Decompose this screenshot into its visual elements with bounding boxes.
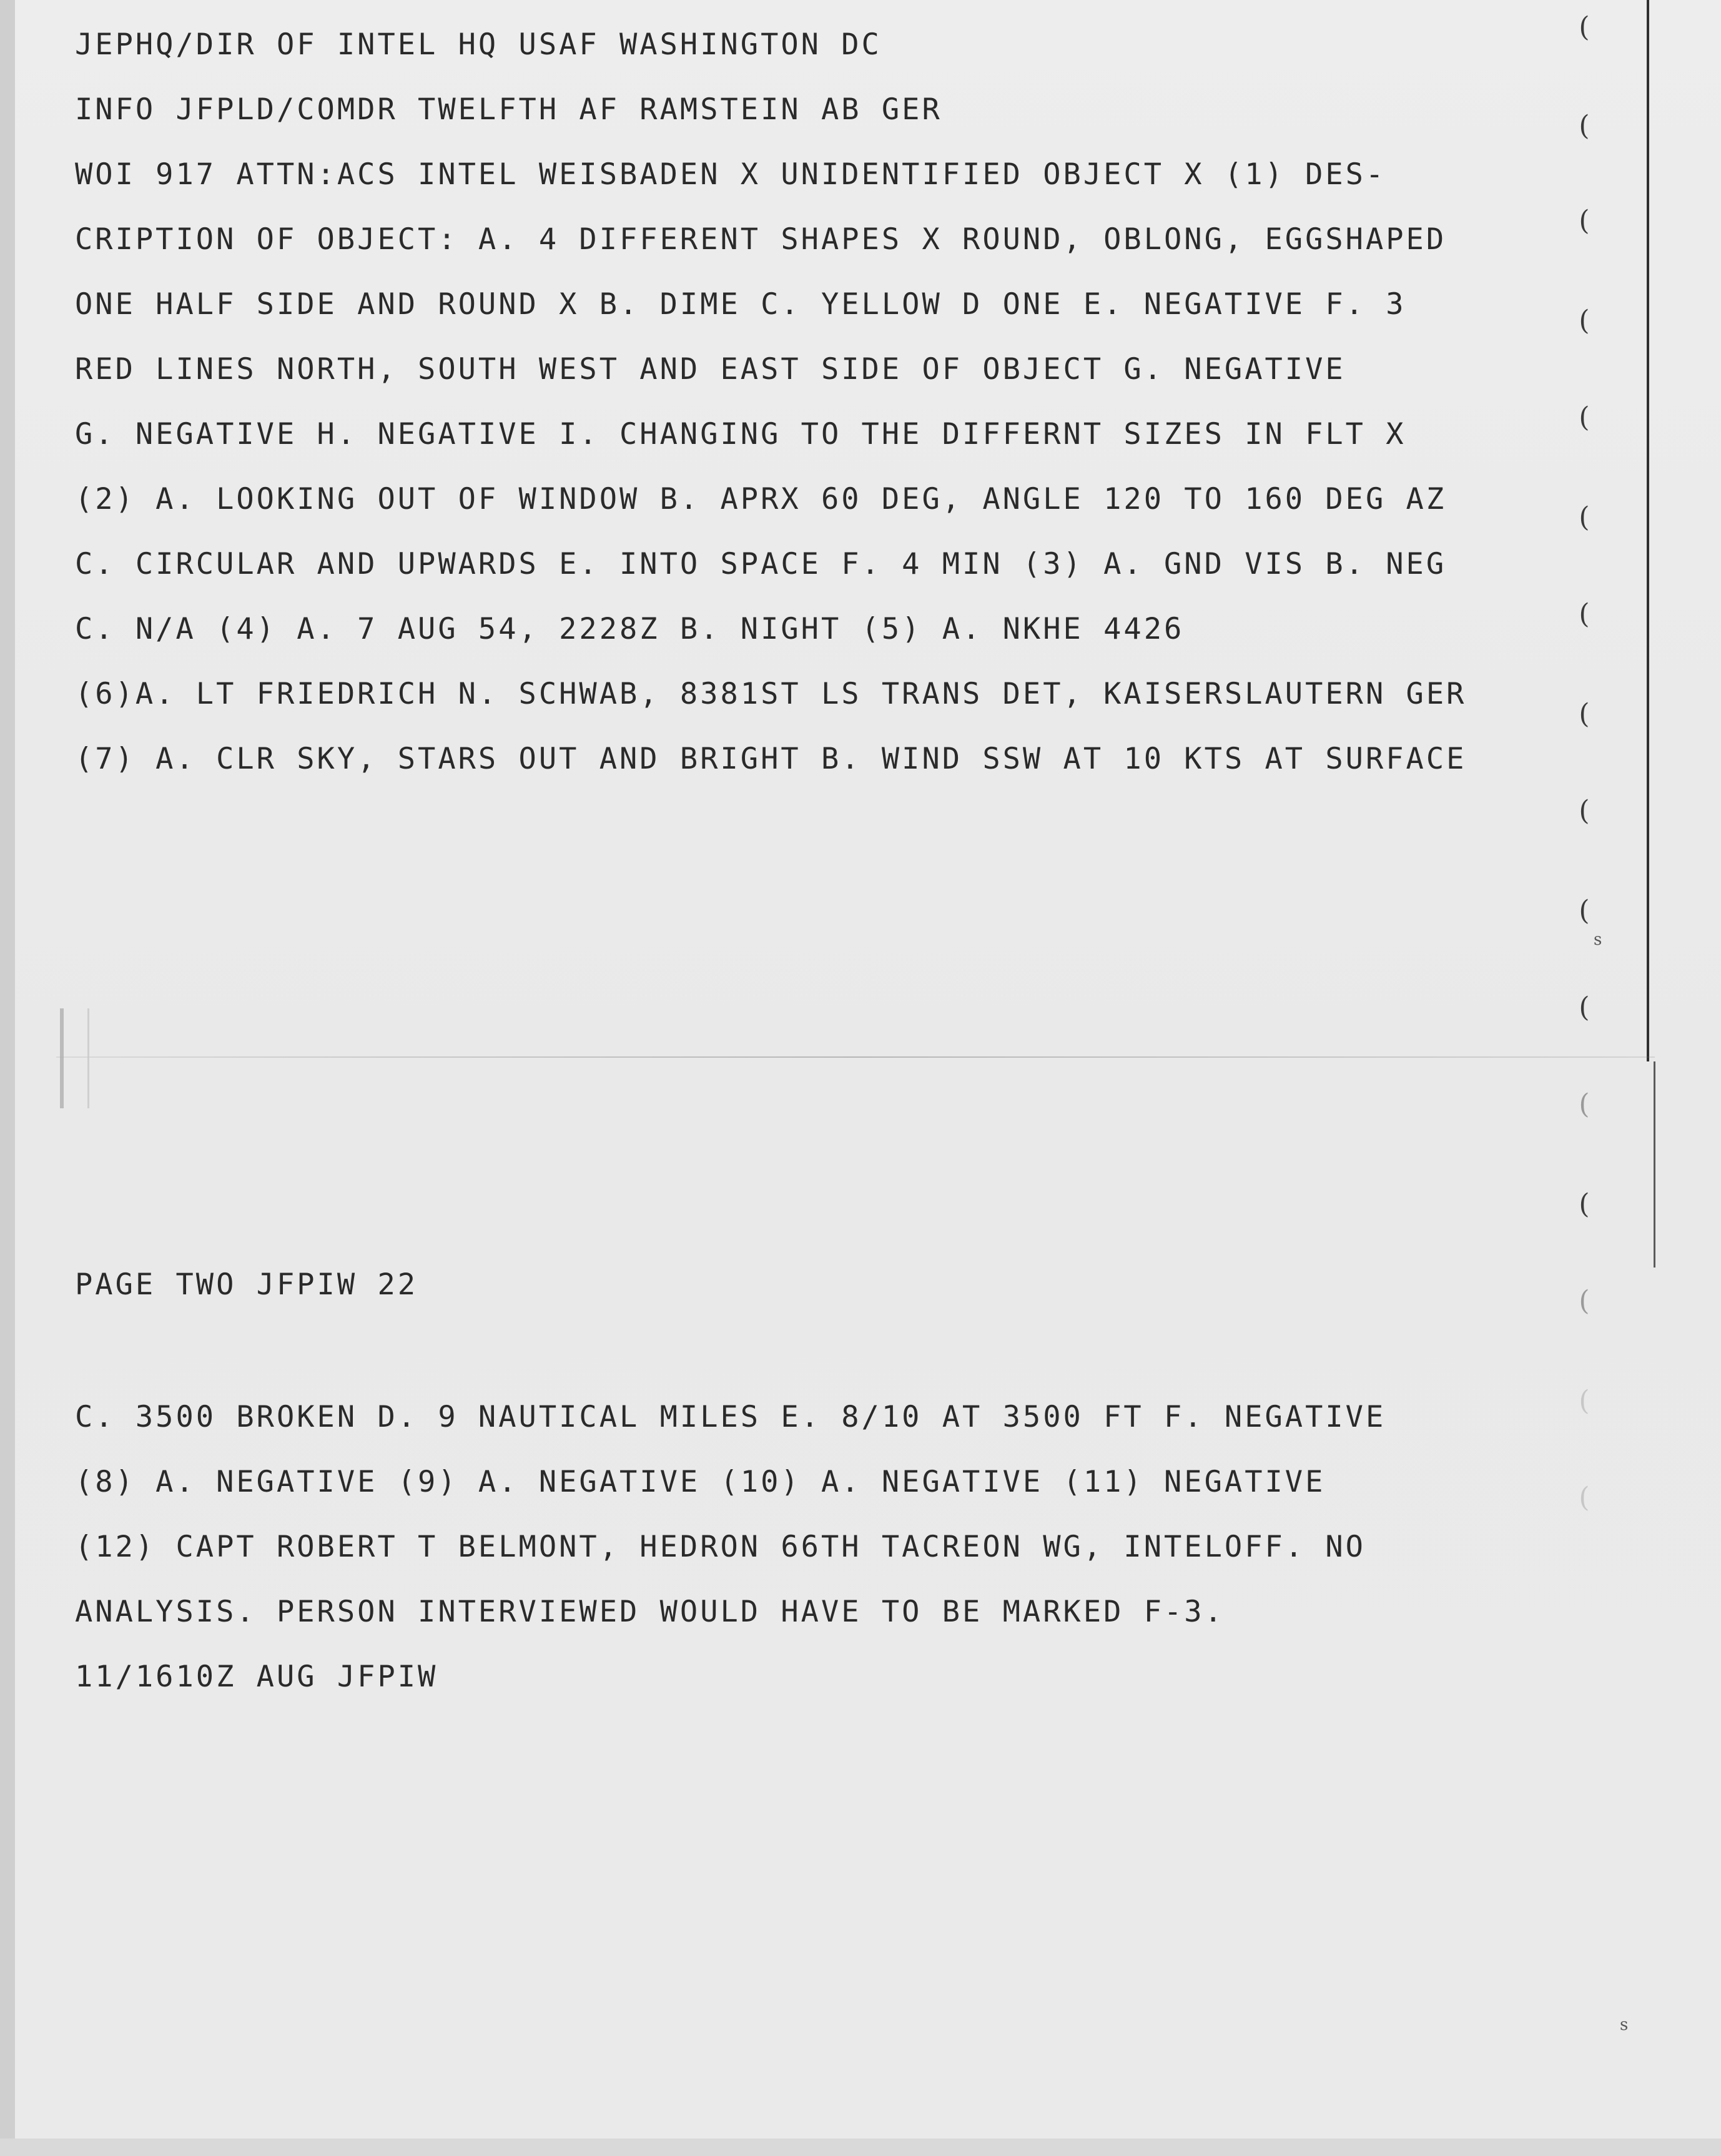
message-line-9: C. CIRCULAR AND UPWARDS E. INTO SPACE F. 4 MIN (3) A. GND VIS B. NEG <box>75 547 1447 581</box>
margin-paren-mark: ( <box>1579 1385 1590 1417</box>
page-fold-line <box>56 1056 1655 1058</box>
margin-paren-mark: ( <box>1579 110 1590 142</box>
margin-paren-mark: ( <box>1579 992 1590 1023</box>
right-margin-rule-lower <box>1654 1061 1655 1268</box>
margin-paren-mark: ( <box>1579 598 1590 630</box>
page-two-line-4: ANALYSIS. PERSON INTERVIEWED WOULD HAVE TO BE MARKED F-3. <box>75 1595 1225 1629</box>
scan-bottom-edge <box>0 2139 1721 2156</box>
page-two-line-2: (8) A. NEGATIVE (9) A. NEGATIVE (10) A. NEGATIVE (11) NEGATIVE <box>75 1465 1326 1499</box>
margin-paren-mark: ( <box>1579 1188 1590 1220</box>
margin-paren-mark: ( <box>1579 501 1590 533</box>
message-line-10: C. N/A (4) A. 7 AUG 54, 2228Z B. NIGHT (5) A. NKHE 4426 <box>75 612 1185 646</box>
message-line-2: INFO JFPLD/COMDR TWELFTH AF RAMSTEIN AB GER <box>75 92 942 127</box>
message-line-4: CRIPTION OF OBJECT: A. 4 DIFFERENT SHAPES X ROUND, OBLONG, EGGSHAPED <box>75 222 1447 257</box>
staple-mark <box>60 1008 89 1108</box>
message-line-12: (7) A. CLR SKY, STARS OUT AND BRIGHT B. WIND SSW AT 10 KTS AT SURFACE <box>75 742 1467 776</box>
margin-paren-mark: ( <box>1579 11 1590 43</box>
message-line-11: (6)A. LT FRIEDRICH N. SCHWAB, 8381ST LS TRANS DET, KAISERSLAUTERN GER <box>75 677 1467 711</box>
message-line-6: RED LINES NORTH, SOUTH WEST AND EAST SIDE OF OBJECT G. NEGATIVE <box>75 352 1346 386</box>
message-line-5: ONE HALF SIDE AND ROUND X B. DIME C. YELLOW D ONE E. NEGATIVE F. 3 <box>75 287 1406 322</box>
margin-small-mark: s <box>1594 930 1602 949</box>
margin-paren-mark: ( <box>1579 205 1590 237</box>
margin-paren-mark: ( <box>1579 305 1590 337</box>
page-two-line-3: (12) CAPT ROBERT T BELMONT, HEDRON 66TH TACREON WG, INTELOFF. NO <box>75 1530 1366 1564</box>
margin-paren-mark: ( <box>1579 1285 1590 1317</box>
message-line-8: (2) A. LOOKING OUT OF WINDOW B. APRX 60 DEG, ANGLE 120 TO 160 DEG AZ <box>75 482 1447 516</box>
message-line-1: JEPHQ/DIR OF INTEL HQ USAF WASHINGTON DC <box>75 27 882 62</box>
margin-small-mark-bottom: s <box>1620 2016 1629 2034</box>
margin-paren-mark: ( <box>1579 1482 1590 1514</box>
page-two-header: PAGE TWO JFPIW 22 <box>75 1268 418 1302</box>
margin-paren-mark: ( <box>1579 1088 1590 1120</box>
message-line-7: G. NEGATIVE H. NEGATIVE I. CHANGING TO THE DIFFERNT SIZES IN FLT X <box>75 417 1406 451</box>
margin-paren-mark: ( <box>1579 698 1590 730</box>
page-two-line-5: 11/1610Z AUG JFPIW <box>75 1660 438 1694</box>
message-line-3: WOI 917 ATTN:ACS INTEL WEISBADEN X UNIDENTIFIED OBJECT X (1) DES- <box>75 157 1386 192</box>
right-margin-rule <box>1647 0 1649 1061</box>
page-two-line-1: C. 3500 BROKEN D. 9 NAUTICAL MILES E. 8/10 AT 3500 FT F. NEGATIVE <box>75 1400 1386 1434</box>
margin-paren-mark: ( <box>1579 795 1590 827</box>
margin-paren-mark: ( <box>1579 895 1590 927</box>
margin-paren-mark: ( <box>1579 401 1590 433</box>
scan-left-edge <box>0 0 15 2156</box>
